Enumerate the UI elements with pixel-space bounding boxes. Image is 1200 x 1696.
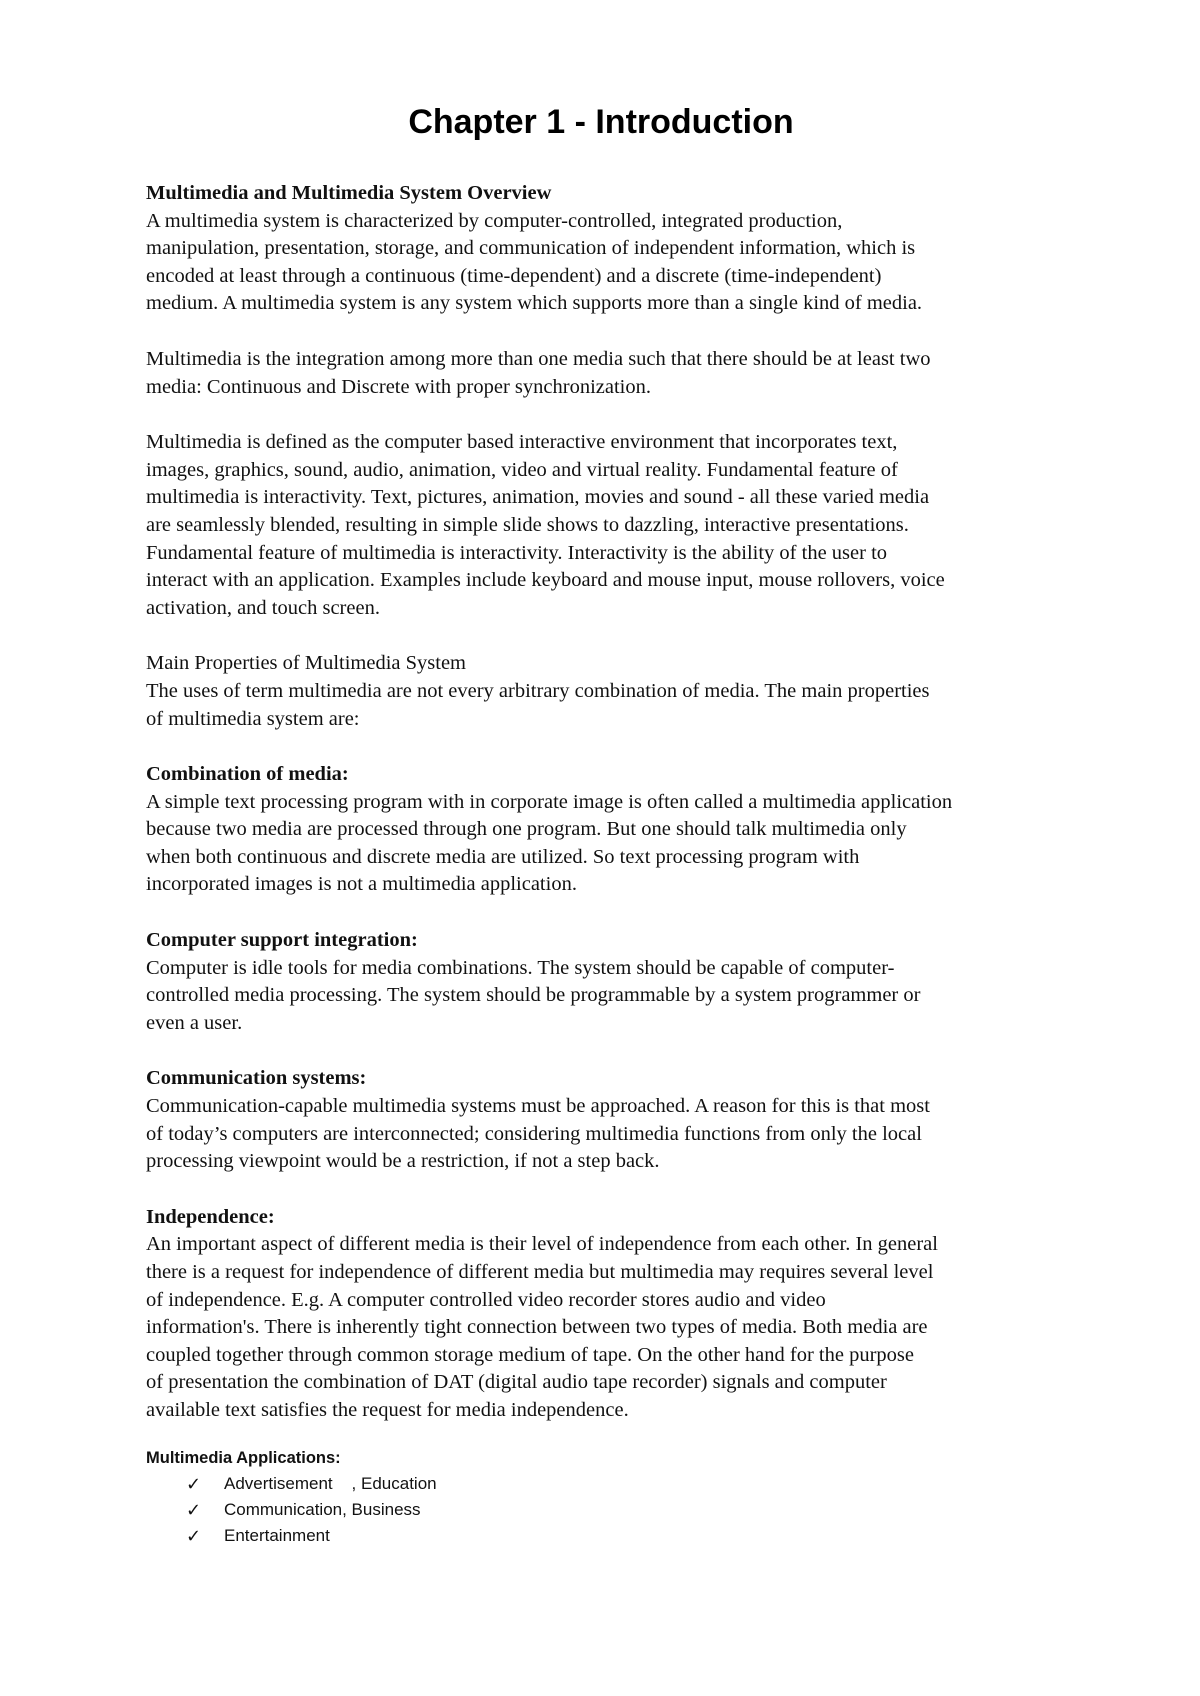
combination-line-2: because two media are processed through one program. But one should talk multimedia only <box>146 818 907 841</box>
checkmark-icon: ✓ <box>186 1499 202 1520</box>
integration-paragraph <box>146 346 1126 401</box>
independence-heading: Independence: <box>146 1205 275 1228</box>
para3-line-5: Fundamental feature of multimedia is interactivity. Interactivity is the ability of the user to <box>146 541 888 564</box>
independence-line-4: information's. There is inherently tight connection between two types of media. Both media are <box>146 1316 928 1339</box>
overview-line-1: A multimedia system is characterized by computer-controlled, integrated production, <box>146 209 843 232</box>
list-item <box>186 1471 1126 1497</box>
computer-support-section <box>146 927 1126 1037</box>
combination-heading: Combination of media: <box>146 763 349 786</box>
application-label: Advertisement , Education <box>224 1473 437 1493</box>
combination-line-3: when both continuous and discrete media are utilized. So text processing program with <box>146 845 860 868</box>
page-title: Chapter 1 - Introduction <box>408 103 794 141</box>
communication-line-3: processing viewpoint would be a restriction, if not a step back. <box>146 1150 660 1173</box>
para3-line-4: are seamlessly blended, resulting in simple slide shows to dazzling, interactive presentations. <box>146 513 909 536</box>
combination-line-1: A simple text processing program with in corporate image is often called a multimedia application <box>146 790 953 813</box>
para3-line-1: Multimedia is defined as the computer based interactive environment that incorporates text, <box>146 431 898 454</box>
para2-line-2: media: Continuous and Discrete with proper synchronization. <box>146 375 651 398</box>
properties-section <box>146 650 1126 733</box>
application-label: Communication, Business <box>224 1499 421 1519</box>
properties-line-2: of multimedia system are: <box>146 707 360 730</box>
document-content <box>146 100 1126 1549</box>
applications-section <box>146 1445 1126 1549</box>
independence-line-2: there is a request for independence of different media but multimedia may requires several level <box>146 1261 934 1283</box>
communication-section <box>146 1065 1126 1175</box>
combination-line-4: incorporated images is not a multimedia application. <box>146 873 577 896</box>
communication-line-2: of today’s computers are interconnected; considering multimedia functions from only the local <box>146 1122 922 1145</box>
communication-heading: Communication systems: <box>146 1067 367 1090</box>
para3-line-2: images, graphics, sound, audio, animation, video and virtual reality. Fundamental feature of <box>146 458 898 481</box>
applications-list <box>146 1471 1126 1549</box>
independence-section <box>146 1204 1126 1425</box>
checkmark-icon: ✓ <box>186 1473 202 1494</box>
computer-support-line-1: Computer is idle tools for media combinations. The system should be capable of computer- <box>146 956 895 979</box>
para3-line-7: activation, and touch screen. <box>146 596 380 619</box>
properties-heading: Main Properties of Multimedia System <box>146 652 466 675</box>
computer-support-line-3: even a user. <box>146 1011 243 1034</box>
combination-section <box>146 761 1126 899</box>
communication-line-1: Communication-capable multimedia systems must be approached. A reason for this is that most <box>146 1095 930 1118</box>
para3-line-6: interact with an application. Examples include keyboard and mouse input, mouse rollovers, voice <box>146 569 945 592</box>
overview-line-3: encoded at least through a continuous (time-dependent) and a discrete (time-independent) <box>146 264 882 287</box>
application-label: Entertainment <box>224 1525 330 1545</box>
list-item <box>186 1523 1126 1549</box>
overview-line-2: manipulation, presentation, storage, and communication of independent information, which is <box>146 237 916 260</box>
definition-paragraph <box>146 429 1126 622</box>
independence-line-5: coupled together through common storage medium of tape. On the other hand for the purpose <box>146 1343 914 1366</box>
independence-line-7: available text satisfies the request for media independence. <box>146 1398 629 1421</box>
overview-heading: Multimedia and Multimedia System Overview <box>146 182 552 204</box>
checkmark-icon: ✓ <box>186 1525 202 1546</box>
properties-line-1: The uses of term multimedia are not every arbitrary combination of media. The main properties <box>146 679 930 702</box>
independence-line-6: of presentation the combination of DAT (digital audio tape recorder) signals and computer <box>146 1371 887 1394</box>
overview-section <box>146 180 1126 318</box>
independence-line-3: of independence. E.g. A computer controlled video recorder stores audio and video <box>146 1288 826 1311</box>
independence-line-1: An important aspect of different media is their level of independence from each other. In general <box>146 1233 938 1256</box>
computer-support-heading: Computer support integration: <box>146 929 418 952</box>
overview-line-4: medium. A multimedia system is any system which supports more than a single kind of media. <box>146 292 923 315</box>
para2-line-1: Multimedia is the integration among more than one media such that there should be at least two <box>146 347 931 370</box>
computer-support-line-2: controlled media processing. The system should be programmable by a system programmer or <box>146 984 921 1007</box>
applications-heading: Multimedia Applications: <box>146 1448 341 1467</box>
list-item <box>186 1497 1126 1523</box>
para3-line-3: multimedia is interactivity. Text, pictures, animation, movies and sound - all these varied media <box>146 486 930 509</box>
